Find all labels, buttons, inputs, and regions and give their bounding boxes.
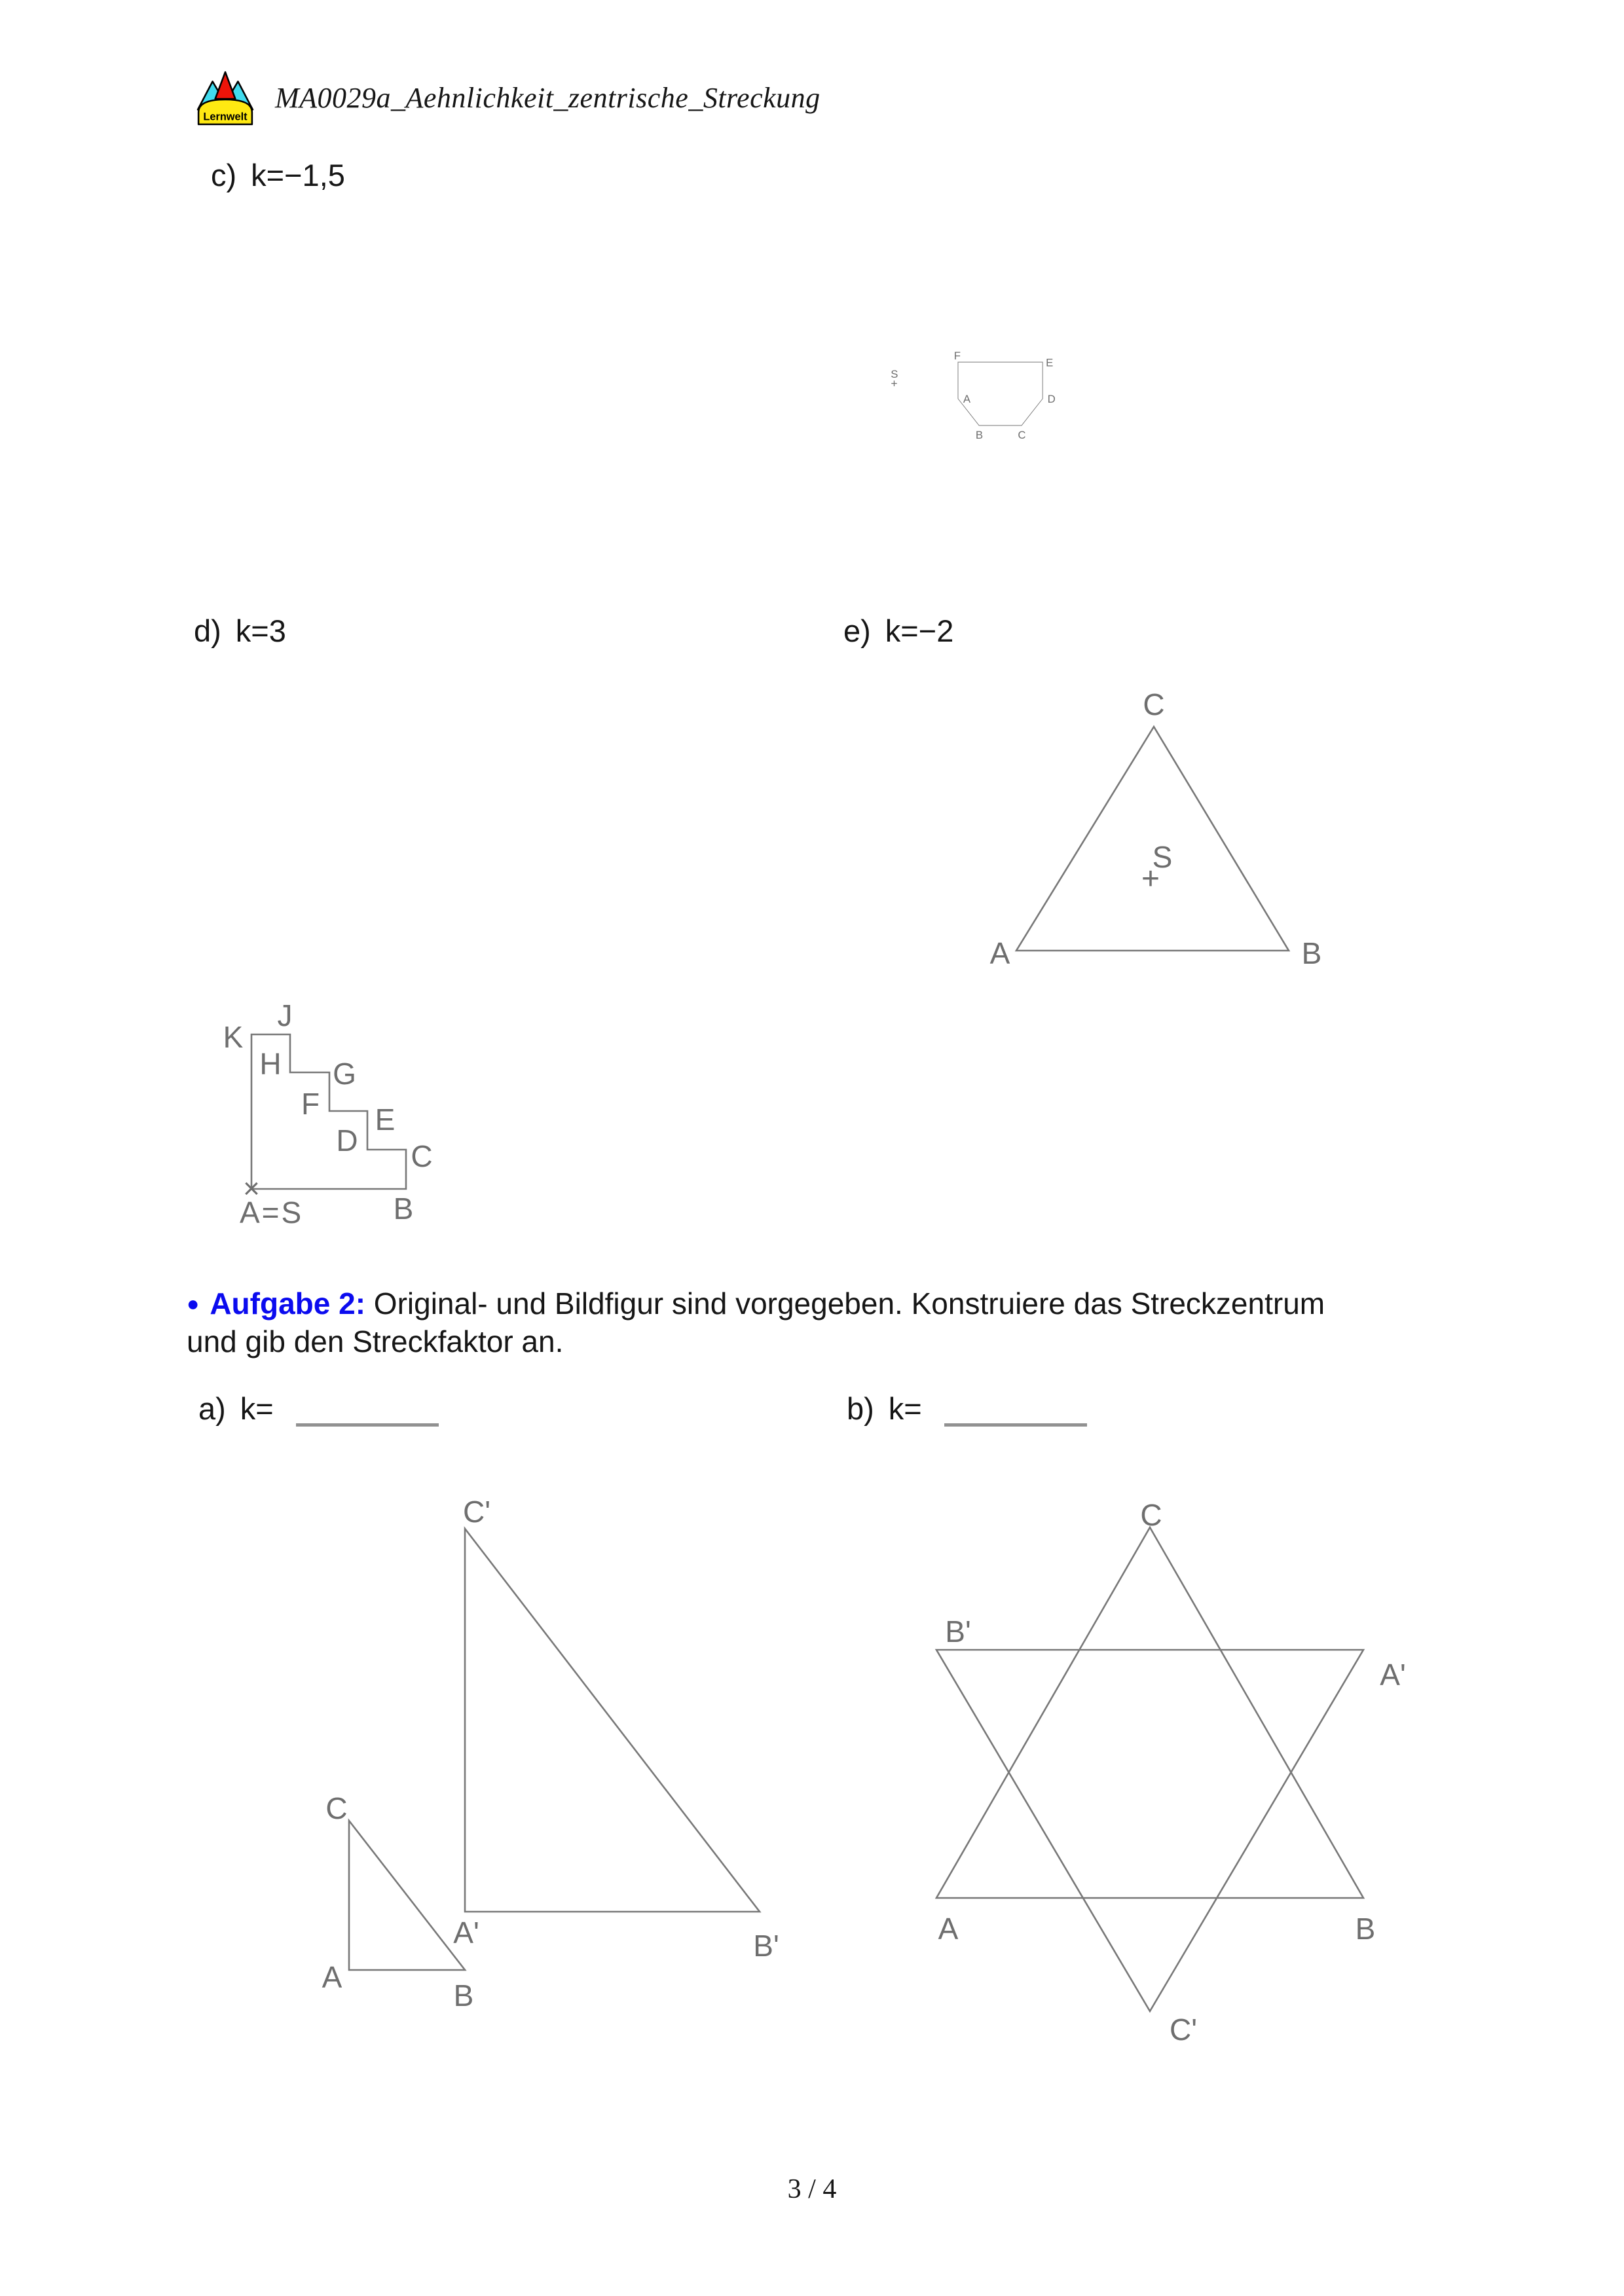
staircase-vertex-label-f: F xyxy=(301,1087,320,1121)
image-star-triangle-outline xyxy=(936,1650,1363,2011)
staircase-vertex-label-as: A=S xyxy=(240,1195,304,1230)
task-c-value: k=−1,5 xyxy=(251,158,345,192)
task-a-row xyxy=(198,1391,439,1427)
star-label-a-prime: A' xyxy=(1380,1658,1406,1692)
staircase-vertex-label-g: G xyxy=(333,1057,356,1091)
task-a-value: k= xyxy=(240,1391,274,1426)
document-title: MA0029a_Aehnlichkeit_zentrische_Streckung xyxy=(275,82,821,114)
task-d-value: k=3 xyxy=(235,613,286,648)
image-triangle-outline xyxy=(465,1529,760,1912)
original-star-triangle-outline xyxy=(936,1527,1363,1898)
figure-d-staircase xyxy=(210,998,452,1234)
task-e-label: e) xyxy=(843,613,871,648)
task-e-row xyxy=(843,613,953,649)
star-label-b-prime: B' xyxy=(945,1614,971,1649)
aufgabe2-heading: Aufgabe 2: xyxy=(210,1286,366,1321)
aufgabe2-text-line1: Original- und Bildfigur sind vorgegeben. Konstruiere das Streckzentrum xyxy=(373,1286,1325,1321)
staircase-vertex-label-c: C xyxy=(411,1139,433,1173)
hexagon-outline xyxy=(958,362,1043,426)
label-c: C xyxy=(325,1791,348,1825)
aufgabe2-line2 xyxy=(187,1322,1503,1360)
logo-mountain-center xyxy=(215,72,236,99)
task-a-label: a) xyxy=(198,1391,226,1426)
triangle-outline xyxy=(1016,727,1289,951)
label-c-prime: C' xyxy=(462,1495,491,1529)
staircase-vertex-label-e: E xyxy=(375,1102,396,1137)
triangle-vertex-label-a: A xyxy=(989,936,1010,970)
label-b-prime: B' xyxy=(753,1929,779,1963)
figure-c-hexagon xyxy=(877,314,1382,589)
hexagon-vertex-label-e: E xyxy=(1046,356,1054,369)
bullet-icon: ● xyxy=(187,1292,200,1315)
task-d-row xyxy=(194,613,286,649)
dilation-center-marker: × xyxy=(243,1173,260,1205)
label-a: A xyxy=(322,1960,342,1994)
star-label-a: A xyxy=(938,1912,959,1946)
task-c-row xyxy=(211,157,345,193)
hexagon-center-marker: + xyxy=(891,376,898,390)
star-label-c: C xyxy=(1140,1498,1162,1532)
triangle-vertex-label-b: B xyxy=(1301,936,1322,970)
task-d-label: d) xyxy=(194,613,221,648)
triangle-center-label: S xyxy=(1152,840,1173,874)
figure-e-triangle xyxy=(969,681,1349,975)
triangle-vertex-label-c: C xyxy=(1143,687,1165,721)
task-c-label: c) xyxy=(211,158,237,192)
triangle-center-marker: + xyxy=(1141,862,1160,896)
aufgabe2-text-line2: und gib den Streckfaktor an. xyxy=(187,1324,564,1358)
logo-text: Lernwelt xyxy=(203,111,248,123)
staircase-vertex-label-b: B xyxy=(393,1192,414,1226)
label-b: B xyxy=(453,1978,474,2013)
staircase-vertex-label-j: J xyxy=(277,998,293,1032)
label-a-prime: A' xyxy=(453,1916,479,1950)
task-b-row xyxy=(847,1391,1087,1427)
hexagon-center-label: S xyxy=(891,367,898,380)
lernwelt-logo xyxy=(195,69,255,128)
task-b-value: k= xyxy=(888,1391,922,1426)
hexagon-vertex-label-a: A xyxy=(963,392,971,405)
aufgabe2-instruction xyxy=(187,1285,1503,1360)
streckfaktor-blank-b xyxy=(944,1397,1087,1427)
staircase-vertex-label-h: H xyxy=(259,1047,282,1081)
staircase-vertex-label-k: K xyxy=(223,1020,244,1054)
star-label-c-prime: C' xyxy=(1169,2013,1198,2047)
aufgabe2-line1 xyxy=(187,1285,1503,1322)
star-label-b: B xyxy=(1355,1912,1376,1946)
figure-a2b-star xyxy=(913,1486,1418,2062)
staircase-vertex-label-d: D xyxy=(336,1123,358,1157)
figure-a2a-triangles xyxy=(295,1480,805,2023)
hexagon-vertex-label-b: B xyxy=(975,428,984,441)
hexagon-vertex-label-d: D xyxy=(1047,392,1056,405)
original-triangle-outline xyxy=(349,1821,465,1970)
page-number: 3 / 4 xyxy=(787,2174,837,2204)
hexagon-vertex-label-c: C xyxy=(1018,428,1026,441)
task-b-label: b) xyxy=(847,1391,874,1426)
hexagon-vertex-label-f: F xyxy=(953,349,961,362)
streckfaktor-blank-a xyxy=(296,1397,439,1427)
task-e-value: k=−2 xyxy=(885,613,954,648)
